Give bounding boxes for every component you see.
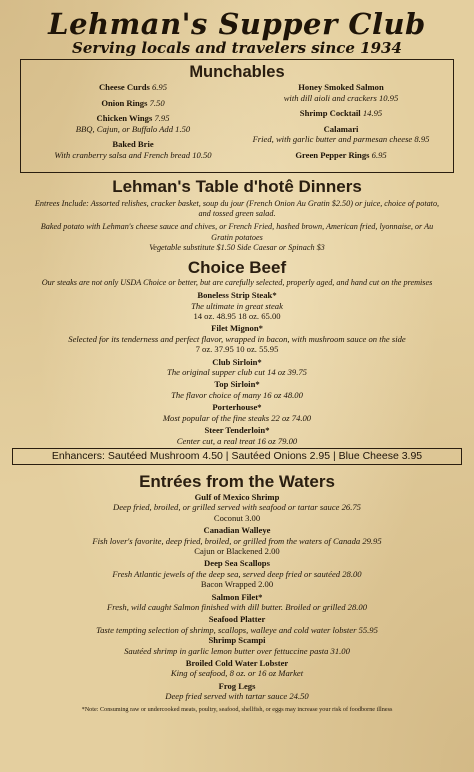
beef-item-filet-mignon: Filet Mignon* Selected for its tenderness and perfect flavor, wrapped in bacon, with mushroom sauce on the side 7 oz. 37.95 10 oz. 55.95	[68, 323, 406, 355]
munchables-left-column	[29, 82, 237, 161]
munchables-columns	[29, 82, 445, 161]
menu-item-shrimp-cocktail: Shrimp Cocktail 14.95	[299, 108, 383, 119]
seafood-item-walleye: Canadian Walleye Fish lover's favorite, deep fried, broiled, or grilled from the waters of Canada 29.95 Cajun or Blackened 2.00	[92, 525, 382, 556]
table-dhote-title: Lehman's Table d'hotê Dinners	[112, 177, 362, 196]
restaurant-title: Lehman's Supper Club	[48, 7, 426, 41]
seafood-item-frog-legs: Frog Legs Deep fried served with tartar sauce 24.50	[165, 680, 309, 702]
tagline: Serving locals and travelers since 1934	[72, 39, 402, 57]
menu-item-cheese-curds: Cheese Curds 6.95	[98, 82, 168, 92]
choice-beef-title: Choice Beef	[187, 258, 287, 278]
choice-beef-intro: Our steaks are not only USDA Choice or better, but are carefully selected, properly aged, and hand cut on the premises	[41, 278, 433, 288]
menu-item-honey-smoked-salmon: Honey Smoked Salmon	[298, 82, 384, 92]
munchables-right-column	[237, 82, 445, 161]
seafood-item-scallops: Deep Sea Scallops Fresh Atlantic jewels of the deep sea, served deep fried or sautéed 28.00 Bacon Wrapped 2.00	[112, 558, 362, 590]
menu-item-honey-smoked-salmon-desc: with dill aioli and crackers 10.95	[283, 92, 399, 103]
waters-title: Entrées from the Waters	[139, 471, 335, 491]
menu-item-calamari-desc: Fried, with garlic butter and parmesan cheese 8.95	[252, 134, 430, 145]
menu-item-baked-brie: Baked Brie	[112, 139, 154, 150]
menu-item-green-pepper-rings: Green Pepper Rings 6.95	[295, 149, 387, 160]
menu-item-chicken-wings: Chicken Wings 7.95	[96, 113, 170, 124]
table-dhote-potatoes: Baked potato with Lehman's cheese sauce and chives, or French Fried, hashed brown, American fried, lyonnaise, or Au Gratin potatoes	[40, 222, 434, 242]
seafood-item-lobster: Broiled Cold Water Lobster King of seafood, 8 oz. or 16 oz Market	[170, 658, 304, 679]
seafood-item-gulf-shrimp: Gulf of Mexico Shrimp Deep fried, broiled, or grilled served with seafood or tartar sauce 26.75 Coconut 3.00	[113, 491, 361, 523]
munchables-title: Munchables	[189, 63, 285, 81]
beef-item-top-sirloin: Top Sirloin* The flavor choice of many 16 oz 48.00	[171, 379, 303, 400]
menu-item-baked-brie-desc: With cranberry salsa and French bread 10.50	[54, 149, 212, 160]
beef-item-club-sirloin: Club Sirloin* The original supper club cut 14 oz 39.75	[167, 356, 307, 378]
seafood-item-shrimp-scampi: Shrimp Scampi Sautéed shrimp in garlic lemon butter over fettuccine pasta 31.00	[124, 635, 350, 656]
seafood-item-salmon-filet: Salmon Filet* Fresh, wild caught Salmon finished with dill butter. Broiled or grilled 28.00	[106, 591, 368, 612]
food-safety-note: *Note: Consuming raw or undercooked meats, poultry, seafood, shellfish, or eggs may increase your risk of foodborne illness	[81, 705, 393, 713]
table-dhote-substitute: Vegetable substitute $1.50 Side Caesar or Spinach $3	[149, 242, 325, 252]
menu-item-calamari: Calamari	[323, 123, 359, 134]
beef-item-porterhouse: Porterhouse* Most popular of the fine steaks 22 oz 74.00	[162, 402, 312, 423]
menu-item-chicken-wings-desc: BBQ, Cajun, or Buffalo Add 1.50	[75, 123, 191, 134]
munchables-box	[20, 59, 454, 173]
menu-item-onion-rings: Onion Rings 7.50	[101, 97, 165, 108]
seafood-item-platter: Seafood Platter Taste tempting selection of shrimp, scallops, walleye and cold water lobster 55.95	[96, 614, 378, 635]
beef-item-strip-steak: Boneless Strip Steak* The ultimate in great steak 14 oz. 48.95 18 oz. 65.00	[191, 290, 283, 322]
enhancers-box: Enhancers: Sautéed Mushroom 4.50 | Sautéed Onions 2.95 | Blue Cheese 3.95	[12, 448, 462, 465]
table-dhote-includes: Entrees Include: Assorted relishes, cracker basket, soup du jour (French Onion Au Gratin $2.50) or juice, choice of potato, and tossed green salad.	[34, 199, 440, 219]
beef-item-steer-tenderloin: Steer Tenderloin* Center cut, a real treat 16 oz 79.00	[176, 425, 298, 446]
